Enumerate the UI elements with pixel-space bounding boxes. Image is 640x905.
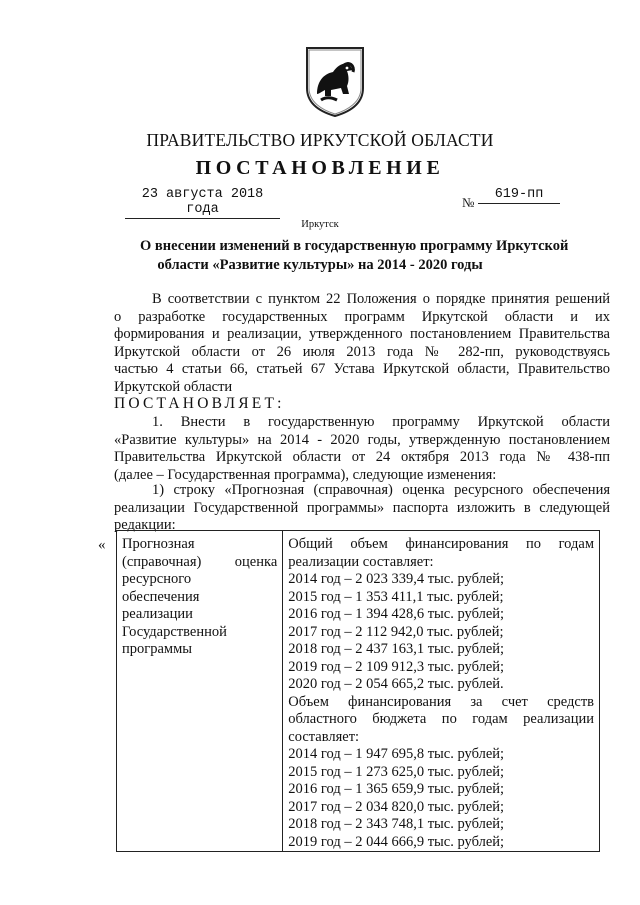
subitem-line: реализации Государственной программы» паспорта изложить в следующей (114, 499, 610, 516)
item-1-line: «Развитие культуры» на 2014 - 2020 годы, утвержденную постановлением (114, 431, 610, 448)
row-title-line: Прогнозная (122, 536, 195, 552)
regional-year-line: 2019 год – 2 044 666,9 тыс. рублей; (288, 833, 505, 850)
item-1-line: 1. Внести в государственную программу Иркутской области (152, 414, 610, 430)
document-number: 619-пп (478, 187, 560, 204)
regional-intro-line: областного бюджета по годам реализации (288, 711, 594, 727)
city-name: Иркутск (301, 219, 339, 230)
number-label: № (462, 195, 475, 210)
item-1-line: Правительства Иркутской области от 24 октября 2013 года № 438-пп (114, 449, 610, 465)
regional-year-line: 2015 год – 1 273 625,0 тыс. рублей; (288, 763, 505, 780)
opening-quote: « (98, 537, 106, 553)
table-row (117, 531, 600, 852)
row-title-line: реализации (122, 606, 193, 622)
total-year-line: 2014 год – 2 023 339,4 тыс. рублей; (288, 571, 505, 587)
total-year-line: 2018 год – 2 437 163,1 тыс. рублей; (288, 641, 505, 657)
regional-year-line: 2016 год – 1 365 659,9 тыс. рублей; (288, 781, 505, 797)
item-1-line: (далее – Государственная программа), следующие изменения: (114, 466, 497, 483)
row-title-line: обеспечения (122, 588, 200, 605)
row-title-cell (117, 531, 283, 852)
regional-intro-line: составляет: (288, 728, 360, 745)
total-intro-line: Общий объем финансирования по годам (288, 536, 594, 552)
total-year-line: 2015 год – 1 353 411,1 тыс. рублей; (288, 588, 504, 605)
preamble-line: частью 4 статьи 66, статьей 67 Устава Иркутской области, Правительство (114, 361, 610, 377)
total-year-line: 2020 год – 2 054 665,2 тыс. рублей. (288, 676, 504, 692)
preamble-line: Иркутской области от 26 июля 2013 года № 282-пп, руководствуясь (114, 343, 610, 360)
document-type: ПОСТАНОВЛЕНИЕ (195, 157, 445, 179)
regional-year-line: 2018 год – 2 343 748,1 тыс. рублей; (288, 816, 505, 832)
total-year-line: 2016 год – 1 394 428,6 тыс. рублей; (288, 606, 505, 622)
resolves-heading: ПОСТАНОВЛЯЕТ: (114, 395, 285, 412)
row-title-line: (справочная) оценка (122, 553, 278, 570)
item-1-paragraph (114, 414, 610, 484)
total-intro-line: реализации составляет: (288, 553, 434, 570)
subitem-paragraph (114, 482, 610, 535)
row-title-line: Государственной (122, 623, 227, 640)
row-title-line: программы (122, 641, 192, 657)
preamble-line: о разработке государственных программ Иркутской области и их (114, 308, 610, 325)
regional-year-line: 2017 год – 2 034 820,0 тыс. рублей; (288, 798, 505, 815)
document-date: 23 августа 2018 года (125, 187, 280, 219)
irkutsk-coat-of-arms-icon (303, 44, 367, 118)
preamble-line: Иркутской области (114, 378, 233, 395)
subject-line: области «Развитие культуры» на 2014 - 2020 годы (157, 257, 483, 273)
subitem-line: редакции: (114, 517, 176, 533)
preamble-paragraph (114, 291, 610, 396)
subitem-line: 1) строку «Прогнозная (справочная) оценка ресурсного обеспечения (152, 482, 610, 498)
regional-year-line: 2014 год – 1 947 695,8 тыс. рублей; (288, 746, 505, 762)
total-year-line: 2017 год – 2 112 942,0 тыс. рублей; (288, 623, 504, 640)
regional-intro-line: Объем финансирования за счет средств (288, 693, 594, 710)
total-year-line: 2019 год – 2 109 912,3 тыс. рублей; (288, 658, 505, 675)
row-value-cell (283, 531, 600, 852)
preamble-line: формирования и реализации, утвержденного постановлением Правительства (114, 326, 610, 342)
document-subject (140, 237, 569, 275)
row-title-line: ресурсного (122, 571, 192, 587)
subject-line: О внесении изменений в государственную программу Иркутской (140, 238, 569, 254)
government-title: ПРАВИТЕЛЬСТВО ИРКУТСКОЙ ОБЛАСТИ (146, 130, 494, 150)
program-funding-table (116, 530, 600, 852)
preamble-line: В соответствии с пунктом 22 Положения о порядке принятия решений (152, 291, 610, 307)
